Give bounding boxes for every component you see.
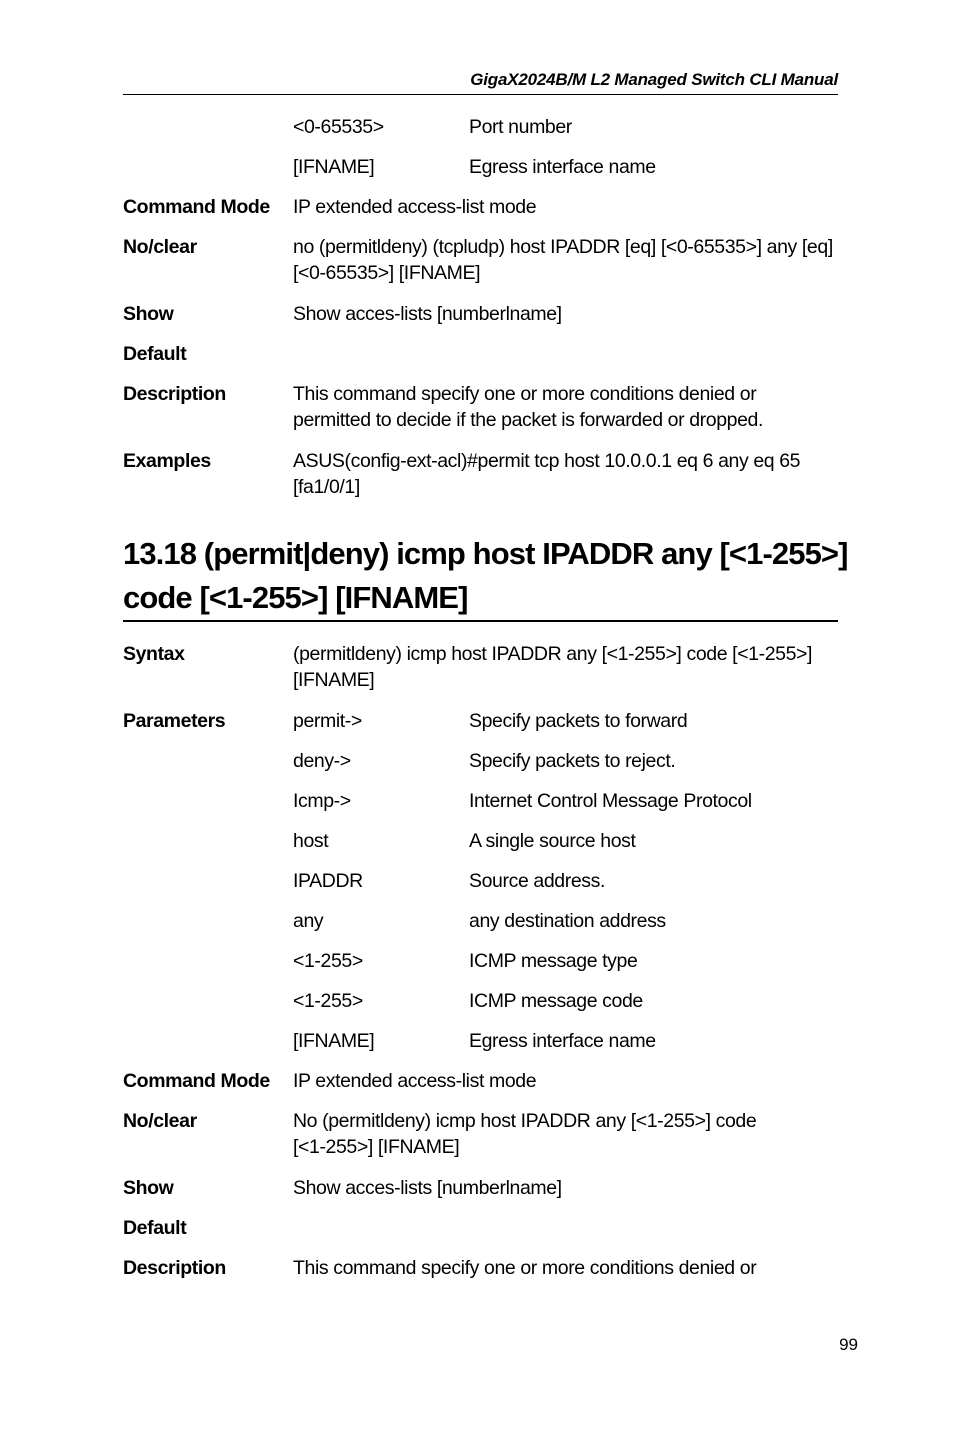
param-desc: ICMP message type (469, 950, 638, 972)
param-name: host (293, 830, 329, 852)
param-name: IPADDR (293, 870, 363, 892)
section-title-line-1: 13.18 (permit|deny) icmp host IPADDR any [<1-255>] (123, 536, 848, 571)
page-number: 99 (839, 1335, 858, 1354)
param-name: deny-> (293, 750, 351, 772)
param-name: any (293, 910, 324, 932)
default-label: Default (123, 343, 187, 365)
description-line-1: This command specify one or more conditions denied or (293, 1257, 757, 1279)
no-clear-label: No/clear (123, 236, 197, 258)
section-title-line-2: code [<1-255>] [IFNAME] (123, 580, 468, 615)
param-desc: A single source host (469, 830, 636, 852)
no-clear-line-2: [<1-255>] [IFNAME] (293, 1136, 460, 1158)
param-name: Icmp-> (293, 790, 351, 812)
description-line-1: This command specify one or more conditions denied or (293, 383, 757, 405)
param-desc: Internet Control Message Protocol (469, 790, 752, 812)
default-label: Default (123, 1217, 187, 1239)
description-line-2: permitted to decide if the packet is forwarded or dropped. (293, 409, 763, 431)
param-desc: any destination address (469, 910, 666, 932)
command-mode-label: Command Mode (123, 196, 270, 218)
header-rule (123, 94, 838, 95)
show-label: Show (123, 303, 174, 325)
description-label: Description (123, 383, 226, 405)
syntax-line-2: [IFNAME] (293, 669, 375, 691)
show-value: Show acces-lists [numberlname] (293, 303, 562, 325)
param-name: <1-255> (293, 950, 363, 972)
command-mode-label: Command Mode (123, 1070, 270, 1092)
no-clear-line-2: [<0-65535>] [IFNAME] (293, 262, 481, 284)
param-name: [IFNAME] (293, 1030, 375, 1052)
no-clear-line-1: No (permitldeny) icmp host IPADDR any [<1-255>] code (293, 1110, 757, 1132)
param-desc: Source address. (469, 870, 605, 892)
examples-label: Examples (123, 450, 211, 472)
param-desc: Egress interface name (469, 156, 656, 178)
param-name: <0-65535> (293, 116, 384, 138)
param-name: [IFNAME] (293, 156, 375, 178)
no-clear-line-1: no (permitldeny) (tcpludp) host IPADDR [eq] [<0-65535>] any [eq] (293, 236, 833, 258)
parameters-label: Parameters (123, 710, 226, 732)
examples-line-1: ASUS(config-ext-acl)#permit tcp host 10.0.0.1 eq 6 any eq 65 (293, 450, 801, 472)
param-desc: Specify packets to forward (469, 710, 688, 732)
no-clear-label: No/clear (123, 1110, 197, 1132)
examples-line-2: [fa1/0/1] (293, 476, 360, 498)
section-rule (123, 620, 838, 622)
param-name: <1-255> (293, 990, 363, 1012)
command-mode-value: IP extended access-list mode (293, 1070, 537, 1092)
param-desc: Egress interface name (469, 1030, 656, 1052)
param-desc: Specify packets to reject. (469, 750, 676, 772)
syntax-label: Syntax (123, 643, 185, 665)
running-header: GigaX2024B/M L2 Managed Switch CLI Manual (470, 70, 838, 89)
param-desc: ICMP message code (469, 990, 643, 1012)
description-label: Description (123, 1257, 226, 1279)
param-name: permit-> (293, 710, 362, 732)
command-mode-value: IP extended access-list mode (293, 196, 537, 218)
param-desc: Port number (469, 116, 572, 138)
section-title (123, 532, 848, 620)
show-value: Show acces-lists [numberlname] (293, 1177, 562, 1199)
syntax-line-1: (permitldeny) icmp host IPADDR any [<1-255>] code [<1-255>] (293, 643, 813, 665)
show-label: Show (123, 1177, 174, 1199)
